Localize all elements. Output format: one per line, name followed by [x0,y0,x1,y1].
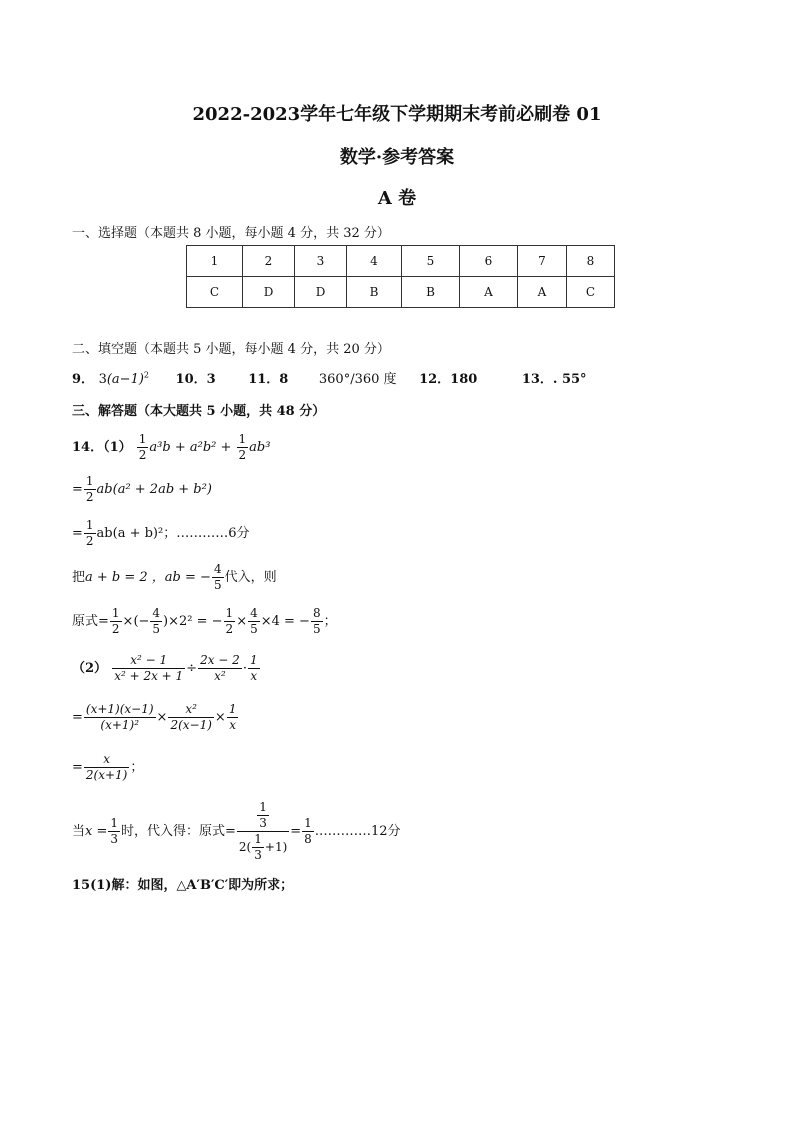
table-cell: D [243,277,295,308]
expr-mid: a³b + a²b² + [149,440,232,455]
fraction-num: x² − 1 [112,653,185,669]
orig-mid3: × [236,614,248,629]
table-cell: A [460,277,518,308]
fraction-half [84,518,96,549]
equals-sign: = [72,526,83,541]
fraction-num: 1 [85,518,94,532]
fraction-half [137,432,149,463]
fraction [150,606,162,637]
fraction-den: 3 [254,848,262,862]
fraction-den: 2 [225,622,234,636]
times-sign: × [156,710,168,725]
fraction-num: 1 [138,432,147,446]
equals-sign: = [72,482,83,497]
section1-heading: 一、选择题（本题共 8 小题，每小题 4 分，共 32 分） [72,226,390,241]
fraction-half [237,432,249,463]
fraction-num: x [84,752,129,768]
orig-mid4: ×4 = − [260,614,310,629]
dot-sign: · [242,661,247,676]
fraction-num: 1 [228,702,237,716]
fraction-num: 4 [213,562,222,576]
fraction-den: 3 [110,832,119,846]
fraction-den: x [229,718,237,732]
q9-label: 9． [72,372,95,387]
equals-sign: = [72,760,83,775]
fraction [84,752,129,783]
q10-answer: 10．3 [175,372,216,387]
sub-values: a + b = 2 ，ab = − [85,570,211,585]
q14-part2-expr [72,653,261,684]
table-cell: C [187,277,243,308]
fraction-den: 2 [111,622,120,636]
fraction [248,606,260,637]
den-suffix: +1) [264,840,288,854]
fraction-num: 1 [304,816,312,830]
volume-label: A 卷 [377,188,417,209]
table-cell: 8 [567,246,615,277]
orig-mid2: )×2² = − [163,614,223,629]
equals-sign: = [290,824,302,839]
fraction-den: 5 [213,578,222,592]
table-cell: 5 [402,246,460,277]
q14-step2 [72,518,249,549]
fraction-den: x² + 2x + 1 [114,669,184,683]
fraction-den: 2(x+1) [85,768,128,782]
when-mid: 时，代入得：原式= [121,824,236,839]
table-cell: 1 [187,246,243,277]
expr-end: ab³ [249,440,271,455]
table-cell: C [567,277,615,308]
div-sign: ÷ [186,661,198,676]
fraction-num: 1 [259,800,267,814]
q14-part2-step1 [72,702,239,733]
table-cell: B [402,277,460,308]
fraction [108,816,120,847]
section2-heading: 二、填空题（本题共 5 小题，每小题 4 分，共 20 分） [72,342,390,357]
inner-fraction [257,800,269,831]
q14-substitute [72,562,277,593]
fraction-den: 5 [312,622,321,636]
page-subtitle: 数学·参考答案 [339,147,455,168]
fraction-num: 2x − 2 [200,653,240,667]
fraction [198,653,242,684]
den-prefix: 2( [238,840,252,854]
fraction-half [224,606,236,637]
fraction-num: 1 [238,432,247,446]
when-var: x = [85,824,108,839]
q15-line: 15(1)解：如图，△A′B′C′即为所求； [72,878,294,893]
q14-original [72,606,337,637]
q14-label: 14．（1） [72,440,132,455]
fraction-den: 2 [85,534,94,548]
step1-expr: ab(a² + 2ab + b²) [96,482,212,497]
complex-fraction [237,800,289,863]
fraction-num [237,800,289,832]
fraction [112,653,185,684]
fraction-den: 2 [138,448,147,462]
fraction-den: 2(x−1) [170,718,212,732]
sub-suffix: 代入，则 [224,570,277,585]
fraction [168,702,213,733]
fraction-num: 8 [312,606,321,620]
orig-mid1: ×(− [122,614,150,629]
fraction-num: 1 [249,653,258,667]
equals-sign: = [72,710,83,725]
step-end: ； [130,760,144,775]
q13-answer: 13．. 55° [521,372,587,387]
fraction-num: x² [168,702,213,718]
fraction [248,653,260,684]
fraction-num: 1 [110,816,119,830]
fraction [311,606,323,637]
q14-step1 [72,474,212,505]
q9-answer-expr: (a−1) [106,372,144,387]
q11-extra: 360°/360 度 [318,372,397,387]
table-cell: 2 [243,246,295,277]
when-prefix: 当 [72,824,86,839]
fraction-num: 1 [225,606,234,620]
fraction [227,702,239,733]
fraction-num: 1 [254,832,262,846]
fraction-num: 1 [85,474,94,488]
times-sign: × [214,710,226,725]
step2-expr: ab(a + b)²；…………6分 [96,526,250,541]
fraction-den [237,832,289,863]
sub-prefix: 把 [72,570,86,585]
fraction-num: 1 [111,606,120,620]
fraction-num: (x+1)(x−1) [85,702,154,716]
q12-answer: 12．180 [419,372,478,387]
q9-answer-coef: 3 [98,372,107,387]
section3-heading: 三、解答题（本大题共 5 小题，共 48 分） [72,404,326,419]
table-cell: 3 [295,246,347,277]
fraction-num: 4 [250,606,258,620]
fraction-den: 2 [85,490,94,504]
q14-part2-when [72,800,401,863]
table-row [187,246,615,277]
inner-fraction [252,832,264,863]
table-cell: 4 [347,246,402,277]
fraction [212,562,224,593]
fraction-den: 3 [259,816,267,830]
orig-end: ； [323,614,337,629]
table-cell: 6 [460,246,518,277]
fraction-half [110,606,122,637]
q11-answer: 11．8 [248,372,289,387]
q9-answer-exp: 2 [143,370,150,380]
fraction-num: 4 [152,606,161,620]
fill-answers [72,368,587,387]
q14-part2-step2 [72,752,143,783]
fraction-den: x² [214,669,226,683]
fraction-den: (x+1)² [100,718,140,732]
table-cell: A [518,277,567,308]
fraction-den: 8 [304,832,312,846]
fraction [84,702,156,733]
fraction-den: x [250,669,258,683]
table-cell: 7 [518,246,567,277]
fraction [302,816,314,847]
fraction-den: 5 [152,622,161,636]
table-cell: D [295,277,347,308]
fraction-den: 5 [250,622,258,636]
part2-label: （2） [72,661,108,676]
when-end: .…………12分 [314,824,401,839]
table-row [187,277,615,308]
answer-table [186,245,615,308]
fraction-den: 2 [238,448,247,462]
q14-part1-expr [72,432,270,463]
page-title: 2022-2023学年七年级下学期期末考前必刷卷 01 [192,104,602,125]
fraction-half [84,474,96,505]
orig-prefix: 原式= [72,614,109,629]
table-cell: B [347,277,402,308]
